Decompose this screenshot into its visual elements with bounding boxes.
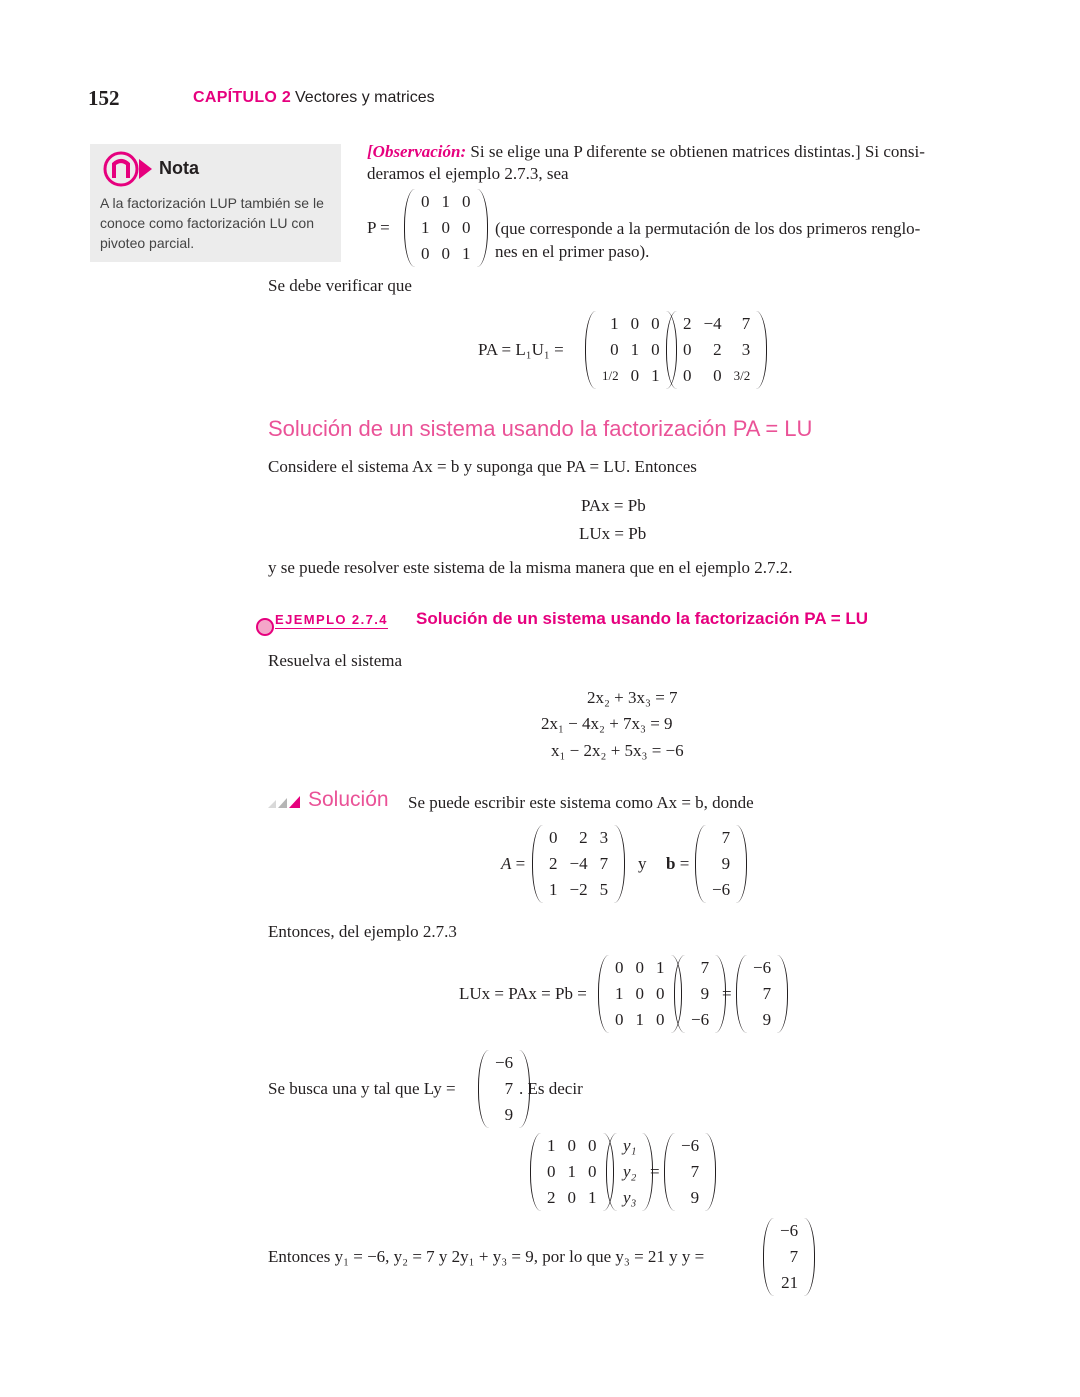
example-label: EJEMPLO 2.7.4 bbox=[275, 612, 388, 627]
observation-line2: deramos el ejemplo 2.7.3, sea bbox=[367, 164, 569, 183]
from-text: Entonces, del ejemplo 2.7.3 bbox=[268, 922, 457, 941]
example-prompt: Resuelva el sistema bbox=[268, 651, 403, 670]
p-matrix-2: 0 0 1 1 0 0 0 1 0 bbox=[598, 955, 682, 1033]
note-logo-icon bbox=[102, 150, 154, 188]
verify-text: Se debe verificar que bbox=[268, 276, 412, 295]
note-title: Nota bbox=[159, 158, 199, 178]
section-intro: Considere el sistema Ax = b y suponga que PA = LU. Entonces bbox=[268, 457, 697, 476]
chapter-label: CAPÍTULO 2 bbox=[193, 89, 292, 106]
lux-lhs: LUx = PAx = Pb = bbox=[459, 984, 587, 1003]
section-title: Solución de un sistema usando la factorización PA = LU bbox=[268, 416, 813, 441]
b-vector: 7 9 −6 bbox=[695, 825, 747, 903]
equals-sign: = bbox=[722, 984, 732, 1003]
a-label: A = bbox=[501, 854, 526, 873]
section-eq2: LUx = Pb bbox=[579, 524, 647, 543]
note-text: A la factorización LUP también se le conoce como factorización LU con pivoteo parcial. bbox=[100, 195, 324, 251]
p-note-line2: nes en el primer paso). bbox=[495, 242, 650, 261]
page-number: 152 bbox=[88, 86, 120, 110]
solution-intro: Se puede escribir este sistema como Ax = b, donde bbox=[408, 793, 754, 812]
u1-matrix: 2 −4 7 0 2 3 0 0 3/2 bbox=[666, 311, 767, 389]
rhs-vector: −6 7 9 bbox=[664, 1133, 716, 1211]
pb-vector: −6 7 9 bbox=[736, 955, 788, 1033]
solution-arrows-icon bbox=[268, 795, 304, 809]
system-eq3: x₁ − 2x₂ + 5x₃ = −6 bbox=[551, 741, 684, 760]
observation-label: [Observación: bbox=[367, 142, 467, 161]
observation-text1: Si se elige una P diferente se obtienen matrices distintas.] Si consi- bbox=[470, 142, 925, 161]
example-bullet-icon bbox=[255, 616, 277, 638]
seek-text-a: Se busca una y tal que Ly = bbox=[268, 1079, 456, 1098]
section-eq1: PAx = Pb bbox=[581, 496, 646, 515]
chapter-title: Vectores y matrices bbox=[295, 89, 435, 106]
l1-matrix: 1 0 0 0 1 0 1/2 0 1 bbox=[585, 311, 677, 389]
final-text: Entonces y₁ = −6, y₂ = 7 y 2y₁ + y₃ = 9, por lo que y₃ = 21 y y = bbox=[268, 1247, 705, 1266]
seek-text-b: . Es decir bbox=[519, 1079, 583, 1098]
verify-lhs: PA = L₁U₁ = bbox=[478, 340, 564, 359]
p-matrix: 0 1 0 1 0 0 0 0 1 bbox=[404, 189, 488, 267]
solution-label: Solución bbox=[308, 788, 389, 811]
system-eq1: 2x₂ + 3x₃ = 7 bbox=[587, 688, 678, 707]
final-vector: −6 7 21 bbox=[763, 1218, 815, 1296]
l-matrix: 1 0 0 0 1 0 2 0 1 bbox=[530, 1133, 614, 1211]
b-vector-2: 7 9 −6 bbox=[674, 955, 726, 1033]
p-note-line1: (que corresponde a la permutación de los dos primeros renglo- bbox=[495, 219, 921, 238]
seek-vector: −6 7 9 bbox=[478, 1050, 530, 1128]
y-vector: y₁ y₂ y₃ bbox=[606, 1133, 653, 1211]
p-label: P = bbox=[367, 218, 390, 237]
and-word: y bbox=[638, 854, 647, 873]
example-title: Solución de un sistema usando la factorización PA = LU bbox=[416, 609, 869, 628]
equals-sign-2: = bbox=[650, 1162, 660, 1181]
section-after: y se puede resolver este sistema de la misma manera que en el ejemplo 2.7.2. bbox=[268, 558, 793, 577]
observation-line1 bbox=[367, 142, 925, 162]
b-label: b = bbox=[666, 854, 690, 873]
system-eq2: 2x₁ − 4x₂ + 7x₃ = 9 bbox=[541, 714, 673, 733]
a-matrix: 0 2 3 2 −4 7 1 −2 5 bbox=[532, 825, 625, 903]
